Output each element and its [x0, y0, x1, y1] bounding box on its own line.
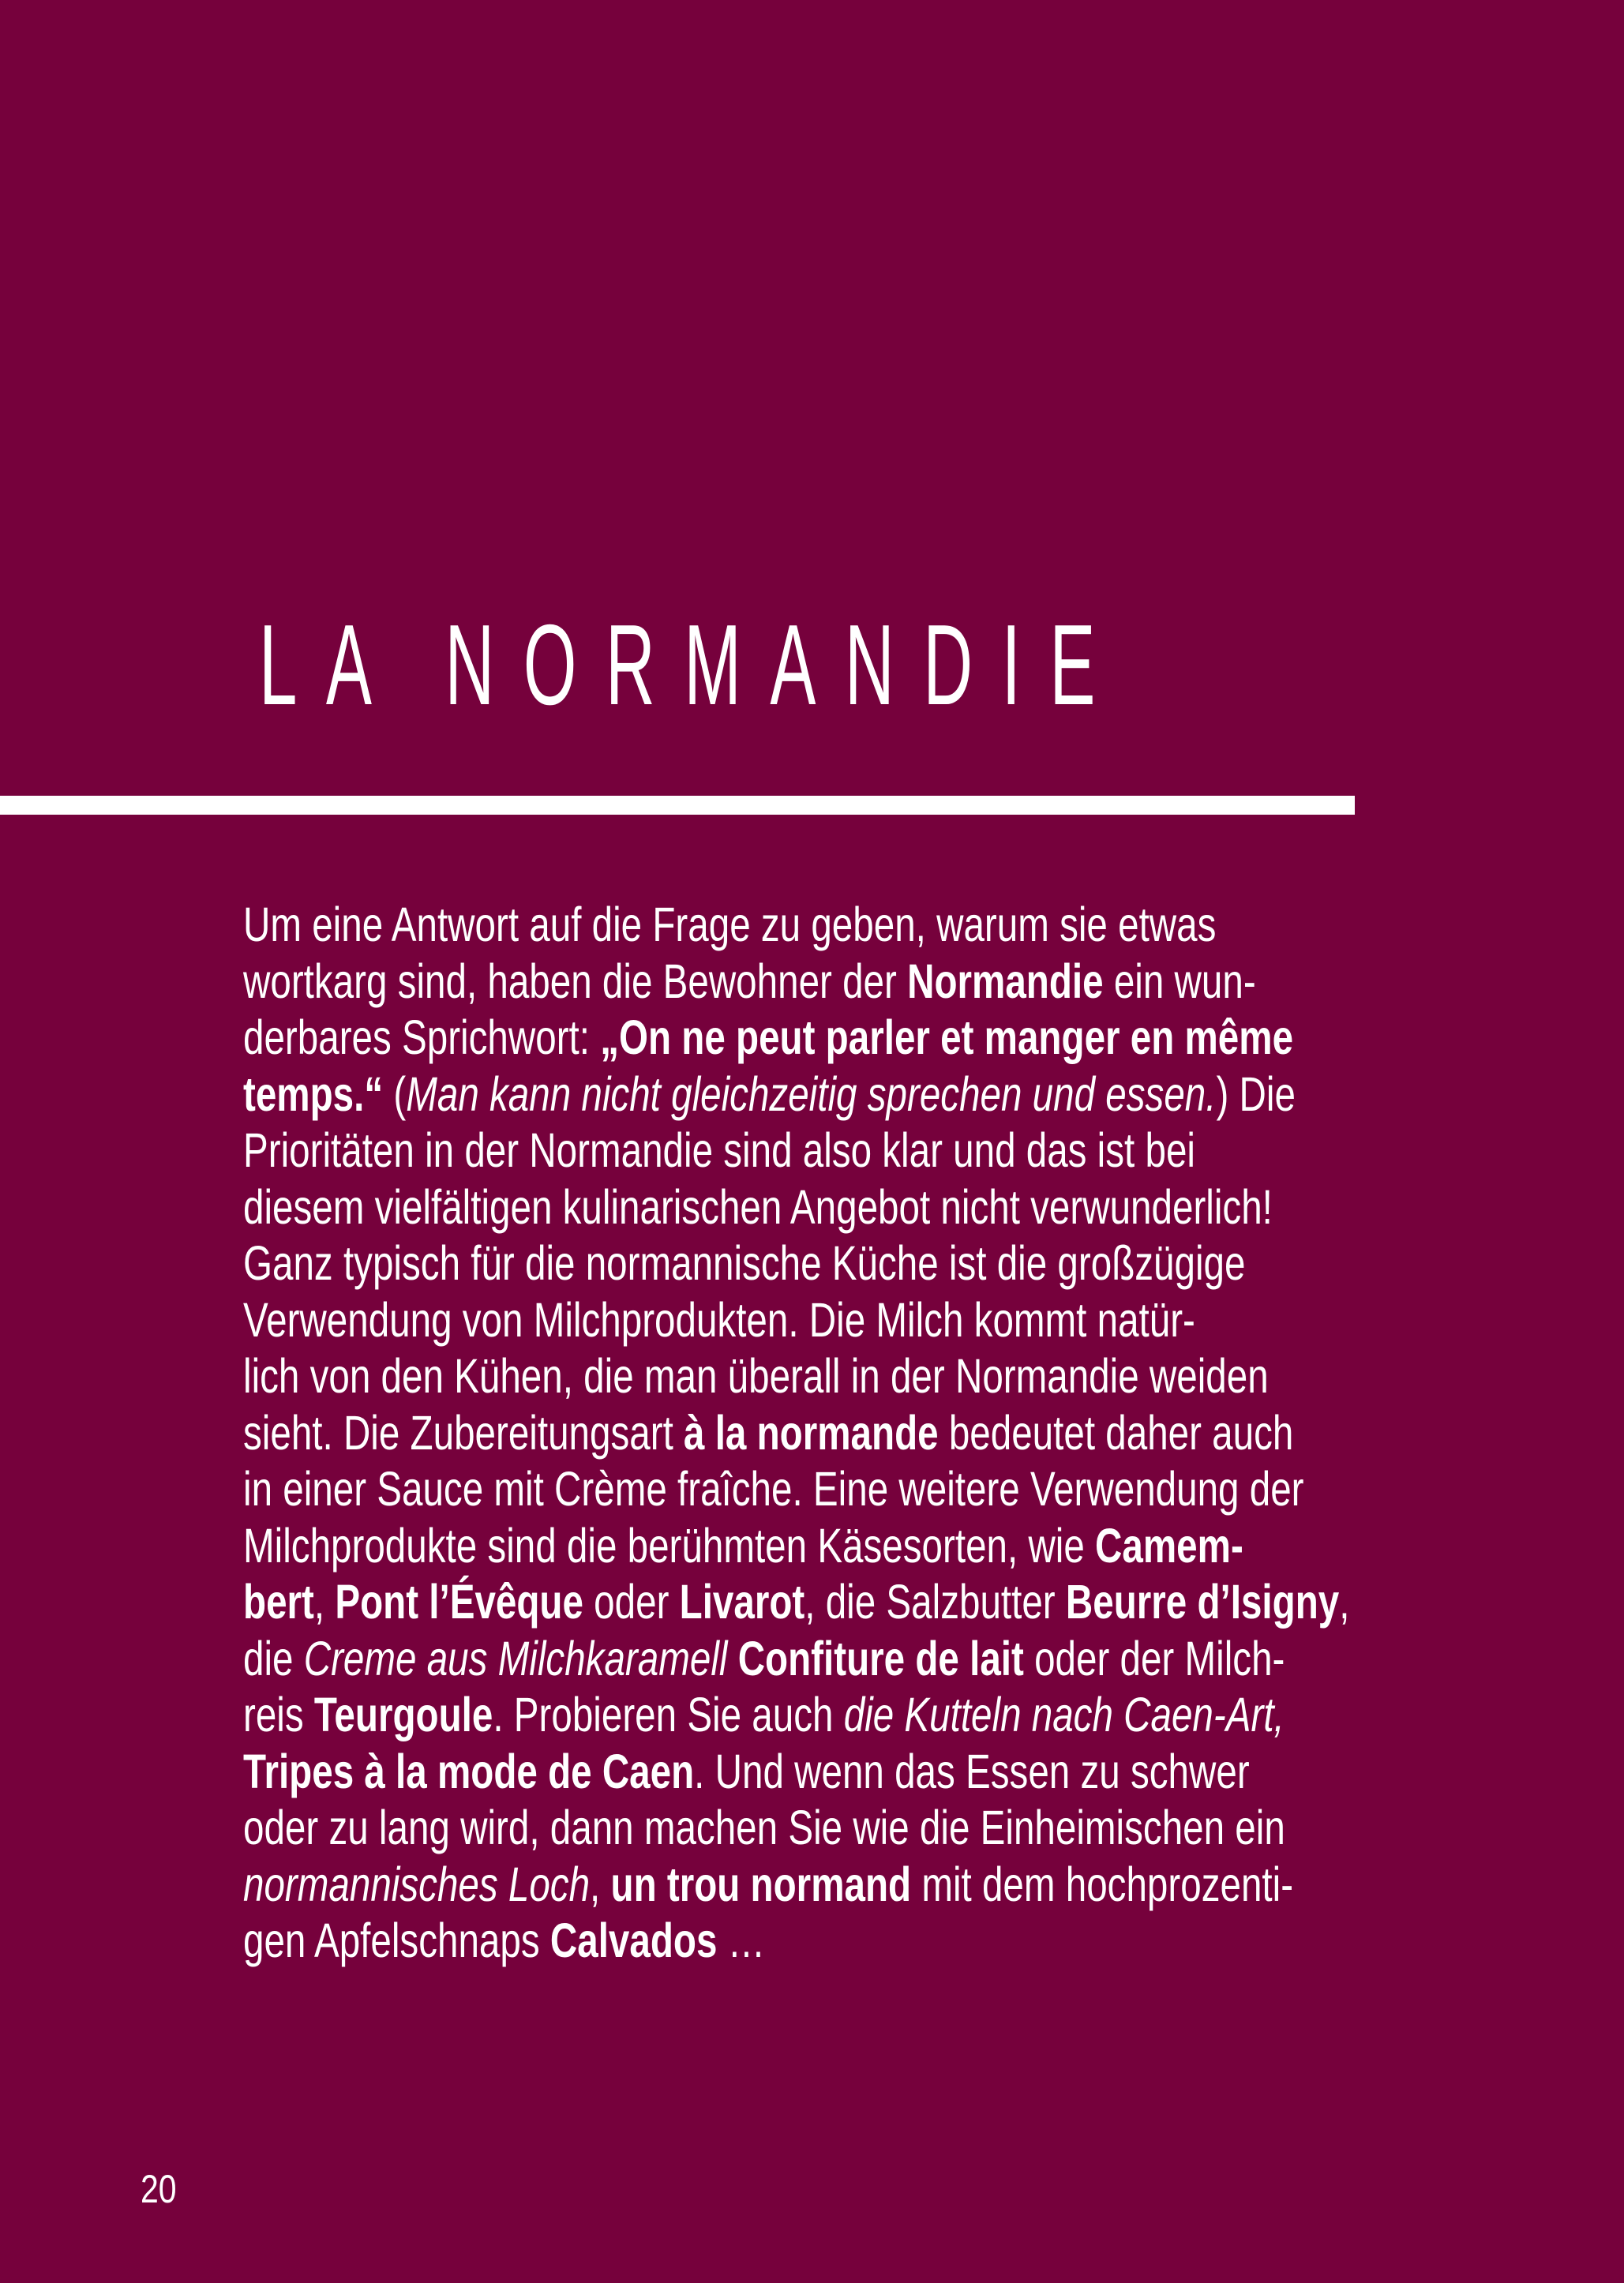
- body-line: [243, 897, 1349, 954]
- body-text-segment: à la normande: [684, 1405, 939, 1460]
- body-text-segment: reis: [243, 1688, 314, 1741]
- body-text-segment: diesem vielfältigen kulinarischen Angebot nicht verwunderlich!: [243, 1179, 1273, 1234]
- body-text-segment: bert: [243, 1575, 314, 1629]
- body-text-segment: Normandie: [907, 954, 1104, 1008]
- body-line: [243, 1067, 1349, 1123]
- body-text-segment: normannisches Loch: [243, 1857, 591, 1911]
- body-text-segment: [727, 1632, 737, 1685]
- body-text-segment: oder: [583, 1575, 680, 1629]
- body-line: [243, 1235, 1349, 1292]
- body-text-segment: Pont l’Évêque: [335, 1575, 583, 1629]
- body-line: [243, 1010, 1349, 1067]
- body-text-segment: sieht. Die Zubereitungsart: [243, 1405, 684, 1460]
- body-line: [243, 1292, 1349, 1349]
- body-text: [243, 897, 1349, 1970]
- body-line: [243, 1800, 1349, 1857]
- body-text-segment: oder zu lang wird, dann machen Sie wie die Einheimischen ein: [243, 1801, 1285, 1854]
- body-line: [243, 1405, 1349, 1462]
- body-text-segment: Calvados: [549, 1914, 718, 1967]
- body-line: [243, 1857, 1349, 1914]
- body-text-segment: Man kann nicht gleichzeitig sprechen und essen.: [406, 1067, 1217, 1121]
- body-text-segment: Ganz typisch für die normannische Küche ist die großzügige: [243, 1236, 1246, 1290]
- body-text-segment: temps.“: [243, 1067, 384, 1121]
- body-text-segment: (: [383, 1067, 407, 1121]
- body-text-segment: ,: [590, 1857, 611, 1911]
- body-text-segment: gen Apfelschnaps: [243, 1914, 550, 1967]
- body-text-segment: Tripes à la mode de Caen: [243, 1744, 695, 1798]
- body-text-segment: Confiture de lait: [737, 1631, 1024, 1685]
- body-text-segment: wortkarg sind, haben die Bewohner der: [243, 954, 908, 1008]
- body-line: [243, 954, 1349, 1010]
- page-title: LA NORMANDIE: [259, 601, 1124, 729]
- page-number: 20: [141, 2167, 177, 2211]
- body-text-segment: bedeutet daher auch: [938, 1405, 1294, 1460]
- body-text-segment: die Kutteln nach Caen-Art,: [843, 1688, 1285, 1741]
- body-text-segment: mit dem hochprozenti-: [911, 1857, 1294, 1911]
- body-text-segment: Milchprodukte sind die berühmten Käsesorten, wie: [243, 1518, 1096, 1573]
- body-text-segment: Verwendung von Milchprodukten. Die Milch kommt natür-: [243, 1292, 1195, 1347]
- body-text-segment: un trou normand: [610, 1857, 912, 1911]
- body-line: [243, 1913, 1349, 1970]
- body-line: [243, 1123, 1349, 1179]
- title-rule: [0, 796, 1355, 815]
- body-text-segment: die: [243, 1631, 304, 1685]
- body-line: [243, 1348, 1349, 1405]
- body-text-segment: Um eine Antwort auf die Frage zu geben, warum sie etwas: [243, 898, 1217, 951]
- body-text-segment: ) Die: [1216, 1067, 1296, 1121]
- body-text-segment: ,: [1339, 1575, 1350, 1629]
- body-text-segment: , die Salzbutter: [804, 1575, 1066, 1629]
- body-line: [243, 1574, 1349, 1631]
- body-text-segment: derbares Sprichwort:: [243, 1010, 601, 1064]
- body-text-segment: oder der Milch-: [1023, 1631, 1285, 1685]
- body-line: [243, 1518, 1349, 1575]
- body-text-segment: Prioritäten in der Normandie sind also klar und das ist bei: [243, 1123, 1195, 1177]
- body-text-segment: Teurgoule: [313, 1688, 493, 1741]
- body-text-segment: …: [717, 1914, 766, 1967]
- body-line: [243, 1461, 1349, 1518]
- body-line: [243, 1687, 1349, 1744]
- body-text-segment: Camem-: [1095, 1518, 1243, 1573]
- body-text-segment: Beurre d’Isigny: [1065, 1575, 1340, 1629]
- body-text-segment: „On ne peut parler et manger en même: [600, 1010, 1294, 1064]
- body-line: [243, 1744, 1349, 1801]
- body-text-segment: lich von den Kühen, die man überall in der Normandie weiden: [243, 1349, 1269, 1403]
- body-text-segment: in einer Sauce mit Crème fraîche. Eine weitere Verwendung der: [243, 1462, 1304, 1516]
- body-text-segment: ein wun-: [1103, 954, 1256, 1008]
- body-text-segment: . Probieren Sie auch: [493, 1688, 844, 1741]
- body-text-segment: ,: [313, 1575, 336, 1629]
- body-text-segment: . Und wenn das Essen zu schwer: [694, 1744, 1250, 1798]
- body-text-segment: Creme aus Milchkaramell: [303, 1631, 728, 1685]
- body-line: [243, 1631, 1349, 1688]
- body-text-segment: Livarot: [679, 1575, 805, 1629]
- body-line: [243, 1179, 1349, 1236]
